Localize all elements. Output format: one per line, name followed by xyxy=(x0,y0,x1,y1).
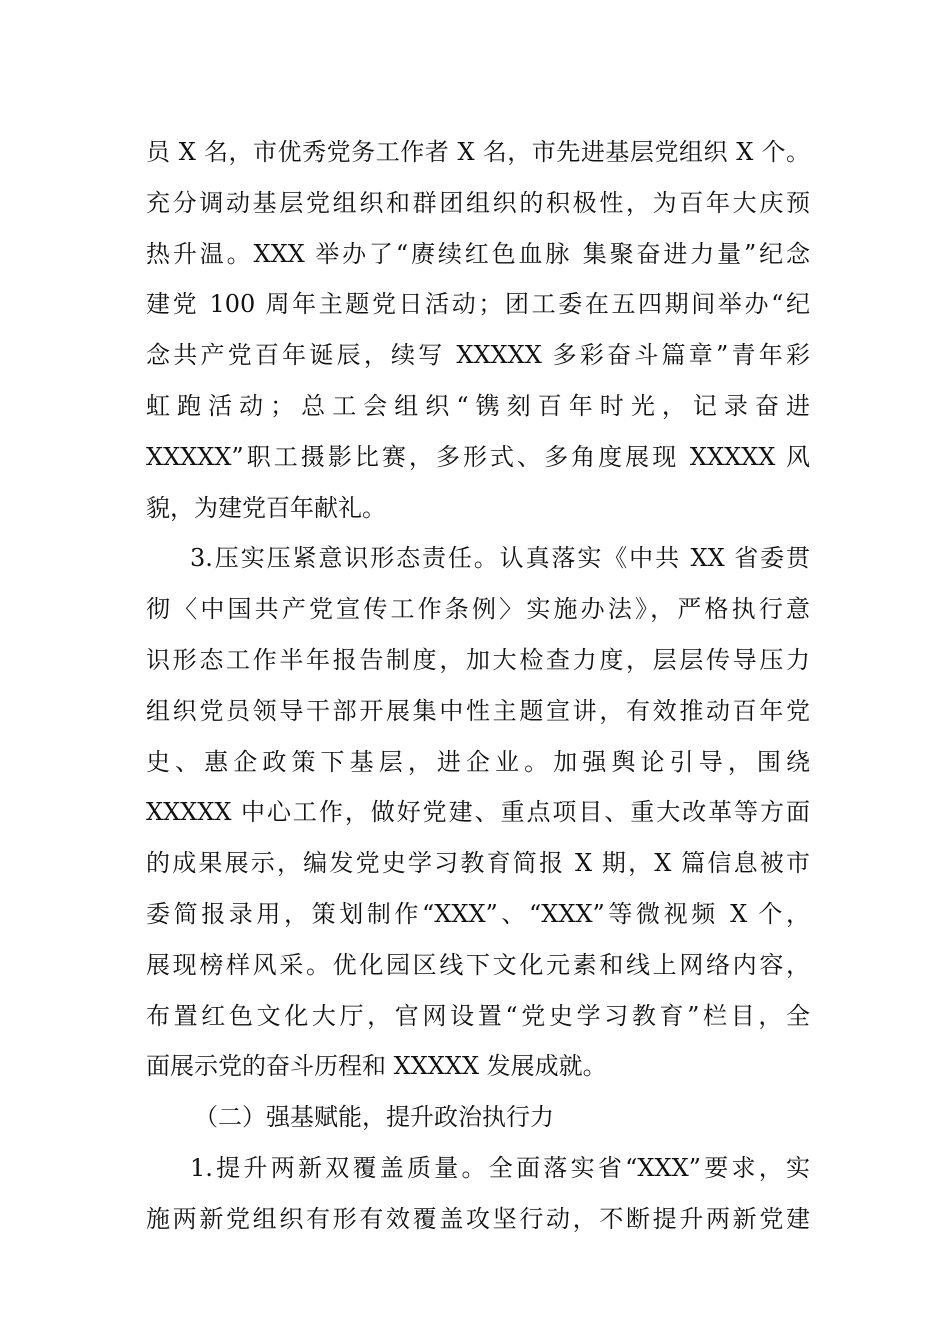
text-line: 施两新党组织有形有效覆盖攻坚行动，不断提升两新党建 xyxy=(146,1204,810,1233)
text-line: 彻〈中国共产党宣传工作条例〉实施办法》，严格执行意 xyxy=(146,595,810,624)
text-line: 充分调动基层党组织和群团组织的积极性，为百年大庆预 xyxy=(146,188,810,217)
text-line: 念共产党百年诞辰，续写 XXXXX 多彩奋斗篇章”青年彩 xyxy=(146,341,810,370)
text-line: 虹跑活动；总工会组织“镌刻百年时光，记录奋进 xyxy=(146,391,810,420)
text-line: 委简报录用，策划制作“XXX”、“XXX”等微视频 X 个， xyxy=(146,899,810,928)
text-line: 展现榜样风采。优化园区线下文化元素和线上网络内容， xyxy=(146,950,810,979)
text-line: 识形态工作半年报告制度，加大检查力度，层层传导压力 xyxy=(146,645,810,674)
text-line: 建党 100 周年主题党日活动；团工委在五四期间举办“纪 xyxy=(146,290,810,319)
text-line: 布置红色文化大厅，官网设置“党史学习教育”栏目，全 xyxy=(146,1001,810,1030)
document-body xyxy=(146,127,810,1245)
text-line: XXXXX 中心工作，做好党建、重点项目、重大改革等方面 xyxy=(146,798,810,827)
text-line: 史、惠企政策下基层，进企业。加强舆论引导，围绕 xyxy=(146,747,810,776)
text-line: 热升温。XXX 举办了“赓续红色血脉 集聚奋进力量”纪念 xyxy=(146,239,810,268)
text-line: 组织党员领导干部开展集中性主题宣讲，有效推动百年党 xyxy=(146,696,810,725)
text-line: XXXXX”职工摄影比赛，多形式、多角度展现 XXXXX 风 xyxy=(146,442,810,471)
text-line: 面展示党的奋斗历程和 XXXXX 发展成就。 xyxy=(146,1052,607,1081)
text-line: 貌，为建党百年献礼。 xyxy=(146,493,386,522)
text-line: 员 X 名，市优秀党务工作者 X 名，市先进基层党组织 X 个。 xyxy=(146,138,810,166)
text-line: 的成果展示，编发党史学习教育简报 X 期，X 篇信息被市 xyxy=(146,849,810,878)
paragraph-start-line: 3.压实压紧意识形态责任。认真落实《中共 XX 省委贯 xyxy=(190,544,810,573)
section-heading: （二）强基赋能，提升政治执行力 xyxy=(194,1103,554,1132)
paragraph-start-line: 1.提升两新双覆盖质量。全面落实省“XXX”要求，实 xyxy=(190,1153,810,1182)
